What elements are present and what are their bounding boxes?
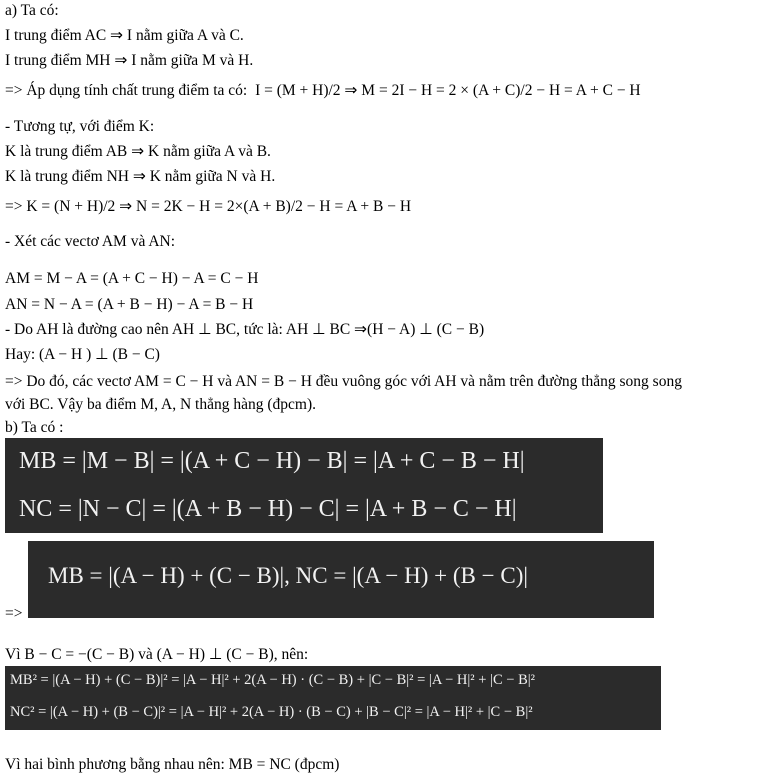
formula-line: AM = M − A = (A + C − H) − A = C − H (5, 270, 259, 287)
text-line: I trung điểm MH ⇒ I nằm giữa M và H. (5, 52, 254, 69)
equation: NC = |N − C| = |(A + B − H) − C| = |A + B − C − H| (19, 496, 517, 522)
text-line: => Do đó, các vectơ AM = C − H và AN = B − H đều vuông góc với AH và nằm trên đường thẳng song song (5, 373, 682, 390)
text-line: K là trung điểm NH ⇒ K nằm giữa N và H. (5, 168, 276, 185)
text-line: Vì B − C = −(C − B) và (A − H) ⊥ (C − B), nên: (5, 646, 309, 663)
equation: MB = |M − B| = |(A + C − H) − B| = |A + C − B − H| (19, 448, 525, 474)
equation-box-1 (5, 438, 603, 533)
part-b-heading: b) Ta có : (5, 419, 64, 436)
text-line: I trung điểm AC ⇒ I nằm giữa A và C. (5, 27, 244, 44)
equation: MB² = |(A − H) + (C − B)|² = |A − H|² + 2(A − H) · (C − B) + |C − B|² = |A − H|² + |C − B|² (10, 672, 535, 688)
equation: MB = |(A − H) + (C − B)|, NC = |(A − H) + (B − C)| (48, 563, 528, 588)
formula-line: => K = (N + H)/2 ⇒ N = 2K − H = 2×(A + B)/2 − H = A + B − H (5, 198, 412, 215)
formula-line: AN = N − A = (A + B − H) − A = B − H (5, 296, 254, 313)
text-line: với BC. Vậy ba điểm M, A, N thẳng hàng (đpcm). (5, 396, 316, 413)
implies-arrow: => (5, 605, 23, 622)
text-line: - Do AH là đường cao nên AH ⊥ BC, tức là: AH ⊥ BC ⇒(H − A) ⊥ (C − B) (5, 321, 485, 338)
text-line: - Xét các vectơ AM và AN: (5, 233, 176, 250)
text-line: K là trung điểm AB ⇒ K nằm giữa A và B. (5, 143, 271, 160)
text-prefix: => Áp dụng tính chất trung điểm ta có: (5, 82, 248, 99)
text-line: Hay: (A − H ) ⊥ (B − C) (5, 346, 160, 363)
equation-box-2 (28, 541, 654, 618)
equation: NC² = |(A − H) + (B − C)|² = |A − H|² + 2(A − H) · (B − C) + |B − C|² = |A − H|² + |C − B|² (10, 704, 533, 720)
text-line: - Tương tự, với điểm K: (5, 118, 155, 135)
equation-box-3 (5, 666, 661, 730)
conclusion-line: Vì hai bình phương bằng nhau nên: MB = NC (đpcm) (5, 756, 340, 773)
midpoint-formula-line (5, 82, 641, 100)
formula: I = (M + H)/2 ⇒ M = 2I − H = 2 × (A + C)/2 − H = A + C − H (255, 82, 641, 99)
part-a-heading: a) Ta có: (5, 2, 59, 19)
